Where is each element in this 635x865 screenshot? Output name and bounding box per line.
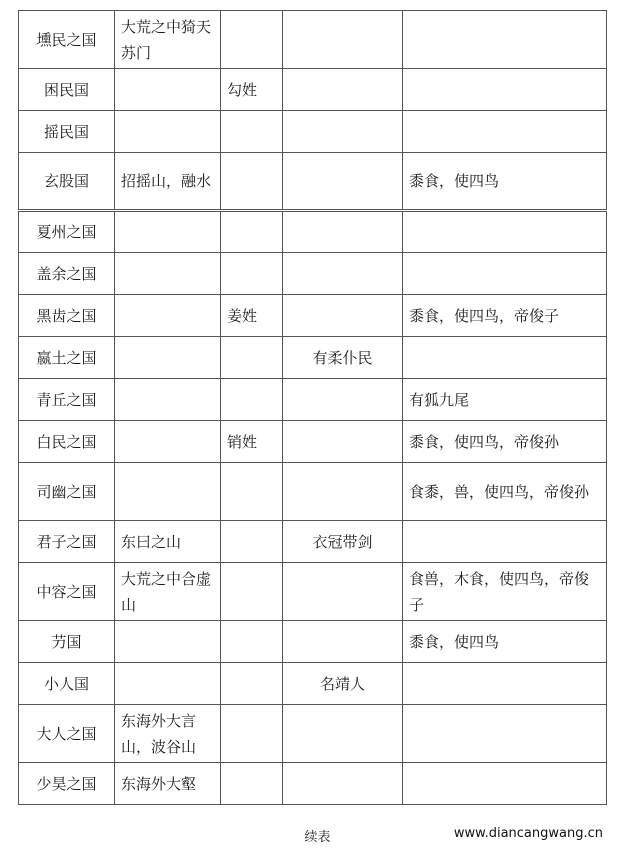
table-cell: 东海外大言山，波谷山 — [115, 705, 221, 763]
table-cell: 姜姓 — [221, 295, 283, 337]
table-cell: 青丘之国 — [19, 379, 115, 421]
table-cell: 黍食，使四鸟 — [403, 621, 607, 663]
table-cell — [403, 253, 607, 295]
table-cell: 名靖人 — [283, 663, 403, 705]
table-cell: 黍食，使四鸟，帝俊子 — [403, 295, 607, 337]
table-cell: 有柔仆民 — [283, 337, 403, 379]
table-cell — [115, 111, 221, 153]
table-row — [19, 705, 607, 763]
table-row — [19, 379, 607, 421]
table-row — [19, 295, 607, 337]
table-cell — [221, 337, 283, 379]
table-cell: 东海外大壑 — [115, 763, 221, 805]
table-cell — [283, 69, 403, 111]
table-row — [19, 253, 607, 295]
table-row — [19, 563, 607, 621]
table-cell: 食兽，木食，使四鸟，帝俊子 — [403, 563, 607, 621]
table-cell: 夏州之国 — [19, 211, 115, 253]
table-cell — [283, 11, 403, 69]
table-cell — [221, 11, 283, 69]
table-cell — [403, 11, 607, 69]
table-row — [19, 421, 607, 463]
table-cell: 大荒之中猗天苏门 — [115, 11, 221, 69]
table-row — [19, 663, 607, 705]
table-cell — [283, 211, 403, 253]
table-cell — [115, 421, 221, 463]
table-cell: 君子之国 — [19, 521, 115, 563]
table-row — [19, 153, 607, 211]
table-cell — [283, 705, 403, 763]
table-cell: 少昊之国 — [19, 763, 115, 805]
table-cell: 黍食，使四鸟 — [403, 153, 607, 211]
table-cell: 芀国 — [19, 621, 115, 663]
table-row — [19, 11, 607, 69]
table-row — [19, 337, 607, 379]
table-cell — [283, 563, 403, 621]
table-cell: 黑齿之国 — [19, 295, 115, 337]
table-cell: 司幽之国 — [19, 463, 115, 521]
table-cell — [115, 621, 221, 663]
table-row — [19, 621, 607, 663]
table-cell — [283, 253, 403, 295]
table-cell — [221, 521, 283, 563]
table-cell: 销姓 — [221, 421, 283, 463]
table-cell — [283, 379, 403, 421]
footer-caption: 续表 — [304, 830, 331, 845]
table-cell — [221, 663, 283, 705]
table-cell — [221, 621, 283, 663]
table-cell: 困民国 — [19, 69, 115, 111]
table-cell — [403, 705, 607, 763]
table-cell — [221, 763, 283, 805]
table-cell: 大荒之中合虚山 — [115, 563, 221, 621]
table-cell: 有狐九尾 — [403, 379, 607, 421]
table-cell: 衣冠带剑 — [283, 521, 403, 563]
table-cell — [221, 153, 283, 211]
table-cell: 勾姓 — [221, 69, 283, 111]
table-cell: 招摇山，融水 — [115, 153, 221, 211]
table-cell — [403, 211, 607, 253]
table-cell — [403, 111, 607, 153]
data-table-container — [18, 10, 606, 805]
table-cell — [283, 763, 403, 805]
table-cell: 盖余之国 — [19, 253, 115, 295]
footer-url: www.diancangwang.cn — [453, 826, 603, 841]
table-cell: 壎民之国 — [19, 11, 115, 69]
table-row — [19, 763, 607, 805]
table-cell — [283, 463, 403, 521]
table-cell — [221, 379, 283, 421]
table-cell — [221, 563, 283, 621]
table-cell — [115, 663, 221, 705]
table-cell — [283, 153, 403, 211]
table-cell — [115, 463, 221, 521]
table-cell: 嬴土之国 — [19, 337, 115, 379]
table-cell — [115, 211, 221, 253]
table-cell: 小人国 — [19, 663, 115, 705]
table-cell — [403, 521, 607, 563]
table-cell — [403, 763, 607, 805]
table-row — [19, 463, 607, 521]
table-cell — [115, 337, 221, 379]
table-cell — [221, 111, 283, 153]
table-row — [19, 211, 607, 253]
table-row — [19, 521, 607, 563]
table-cell — [403, 69, 607, 111]
table-cell — [403, 337, 607, 379]
table-cell: 摇民国 — [19, 111, 115, 153]
table-cell — [221, 463, 283, 521]
table-row — [19, 111, 607, 153]
table-cell: 东曰之山 — [115, 521, 221, 563]
table-cell: 黍食，使四鸟，帝俊孙 — [403, 421, 607, 463]
table-cell: 白民之国 — [19, 421, 115, 463]
table-cell — [115, 295, 221, 337]
table-row — [19, 69, 607, 111]
table-cell — [283, 295, 403, 337]
table-cell: 大人之国 — [19, 705, 115, 763]
table-cell: 食黍，兽，使四鸟，帝俊孙 — [403, 463, 607, 521]
table-cell — [403, 663, 607, 705]
table-cell: 玄股国 — [19, 153, 115, 211]
table-cell — [115, 379, 221, 421]
table-cell — [115, 69, 221, 111]
table-cell — [283, 621, 403, 663]
table-cell — [221, 211, 283, 253]
table-cell — [221, 705, 283, 763]
table-cell — [283, 421, 403, 463]
table-body — [19, 11, 607, 805]
table-cell — [115, 253, 221, 295]
data-table — [18, 10, 607, 805]
table-cell: 中容之国 — [19, 563, 115, 621]
table-cell — [221, 253, 283, 295]
table-cell — [283, 111, 403, 153]
